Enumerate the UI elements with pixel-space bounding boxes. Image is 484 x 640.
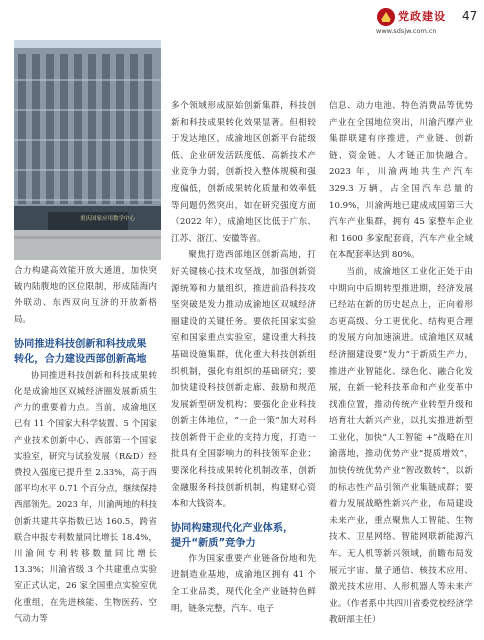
section-heading-industry-line2: 提升“新质”竞争力 xyxy=(171,537,256,549)
column-2-continued-paragraph: 多个领域形成原始创新集群，科技创新和科技成果转化效果显著。但相较于发达地区，成渝地区创新平台能级低、企业研发活跃度低、高新技术产业竞争力弱，创新投入整体规模和强度偏低，创新成果转化质量和效率低等问题仍然突出，如在研究强度方面（2022 年），成渝地区比低于广东、江苏、浙江、安徽等省。 xyxy=(171,101,316,244)
column-1 xyxy=(14,262,157,626)
column-3-continued-paragraph: 信息、动力电池、特色消费品等优势产业在全国地位突出，川渝汽摩产业集群联建有序推进，产业链、创新链、资金链、人才链正加快融合。2023 年，川渝两地共生产汽车 329.3 万辆，占全国汽车总量的 10.9%，川渝两地已建成成国第三大汽车产业集群，拥有 45 家整车企业和 1600 多家配套商，汽车产业全域在本配套率达到 80%。 xyxy=(329,101,473,261)
section-heading-innovation-line1: 协同推进科技创新和科技成果 xyxy=(14,338,147,350)
column-1-body-paragraph: 协同推进科技创新和科技成果转化是成渝地区双城经济圈发展新质生产力的重要着力点。当前，成渝地区已有 11 个国家大科学装置、5 个国家产业技术创新中心、西部第一个国家实验室，研究与试验发展（R&D）经费投入强度已提升至 2.33%，高于西部平均水平 0.71 个百分点，继续保持西部领先。2023 年，川渝两地的科技创新共建共享指数已达 160.5，跨省联合申报专利数量同比增长 18.4%，川渝间专利转移数量同比增长 13.3%；川渝省级 3 个共建重点实验室正式认定，26 家全国重点实验室优化重组，在先进核能、生物医药、空气动力等 xyxy=(14,369,157,623)
building-sign: 重庆国家应用数学中心 xyxy=(80,216,136,222)
section-heading-industry-line1: 协同构建现代化产业体系， xyxy=(171,522,294,534)
section-heading-innovation-line2: 转化，合力建设西部创新高地 xyxy=(14,353,147,365)
section-heading-innovation xyxy=(14,337,157,367)
building-photo xyxy=(14,40,161,260)
column-2 xyxy=(171,98,316,617)
magazine-name: 党政建设 xyxy=(398,10,446,23)
page-number: 47 xyxy=(462,9,478,23)
column-2-second-paragraph: 聚焦打造西部地区创新高地，打好关键核心技术攻坚战，加强创新资源统筹和力量组织，推进前沿科技攻坚突破是发力推动成渝地区双城经济圈建设的关键任务。要依托国家实验室和国家重点实验室，建设重大科技基础设施集群，优化重大科技创新组织机制，强化有组织的基础研究；要加快建设科技创新走廊、鼓励和规范发展新型研发机构；要强化企业科技创新主体地位，“一企一策”加大对科技创新骨干企业的支持力度，打造一批具有全国影响力的科技领军企业；要深化科技成果转化机制改革，创新金融服务科技创新机制，构建财心资本和大钱资本。 xyxy=(171,250,316,510)
page-header xyxy=(0,0,484,40)
column-2-third-paragraph: 作为国家重要产业链备份地和先进制造业基地，成渝地区拥有 41 个全工业品类，现代化全产业链特色鲜明，链条完整，汽车、电子 xyxy=(171,553,316,614)
column-3 xyxy=(329,98,473,629)
magazine-logo xyxy=(376,7,460,35)
party-emblem-icon xyxy=(376,7,396,27)
section-heading-industry xyxy=(171,521,316,551)
column-3-second-paragraph: 当前，成渝地区工业化正处于由中期向中后期转型推进期，经济发展已经站在新的历史起点上，正向着形态更高级、分工更优化、结构更合理的发展方向加速演进。成渝地区双城经济圈建设要“发力”于新质生产力，推进产业智能化、绿色化、融合化发展，在新一轮科技革命和产业变革中找准位置，推动传统产业转型升级和培育壮大新兴产业，以扎实推进新型工业化，加快“人工智能 +”战略在川渝落地，推动优势产业“提质增效”，加快传统优势产业“智改数转”，以新的标志性产品引领产业集链成群；要着力发展战略性新兴产业，布局建设未来产业，重点聚焦人工智能、生物技术、卫星网络、智能网联新能源汽车、无人机等新兴领域，前瞻布局发展元宇宙、量子通信、核技术应用、激光技术应用、人形机器人等未来产业。（作者系中共四川省委党校经济学教研部主任） xyxy=(329,266,473,626)
column-1-intro-paragraph: 合力构建高效能开放大通道，加快突破内陆腹地的区位限制，形成陆海内外联动、东西双向互济的开放新格局。 xyxy=(14,265,157,324)
building-photo-graphic xyxy=(14,40,161,260)
magazine-url: www.sdsjw.com.cn xyxy=(376,27,437,35)
